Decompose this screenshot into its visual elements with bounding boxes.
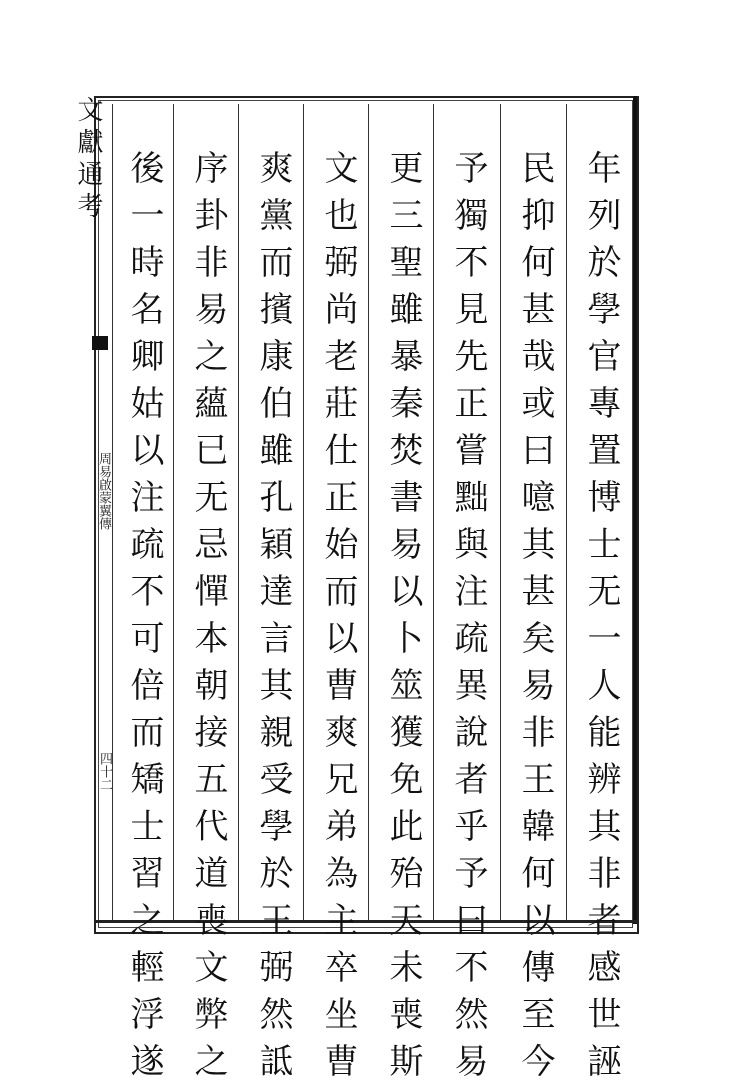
- text-column-8: 後一時名卿姑以注疏不可倍而矯士習之輕浮遂: [124, 150, 164, 1090]
- column-separator: [433, 104, 434, 920]
- column-separator: [303, 104, 304, 920]
- fishtail-mark: [92, 336, 108, 350]
- column-separator: [368, 104, 369, 920]
- text-column-3: 予獨不見先正嘗黜與注疏異說者乎予曰不然易: [448, 150, 488, 1090]
- column-separator: [566, 104, 567, 920]
- text-column-7: 序卦非易之蘊已无忌憚本朝接五代道喪文弊之: [188, 150, 228, 1090]
- right-border: [633, 96, 637, 924]
- text-column-1: 年列於學官專置博士无一人能辨其非者感世誣: [581, 150, 621, 1090]
- column-separator: [112, 104, 113, 920]
- fold-subtitle: 周易啟蒙翼傳: [96, 452, 111, 530]
- fold-title: 文獻通考: [73, 96, 103, 224]
- text-column-6: 爽黨而擯康伯雖孔穎達言其親受學於王弼然詆: [253, 150, 293, 1090]
- column-separator: [173, 104, 174, 920]
- column-separator: [500, 104, 501, 920]
- fold-page-number: 四十二: [97, 752, 112, 791]
- text-column-2: 民抑何甚哉或曰噫其甚矣易非王韓何以傳至今: [515, 150, 555, 1090]
- text-column-4: 更三聖雖暴秦焚書易以卜筮獲免此殆天未喪斯: [383, 150, 423, 1090]
- column-separator: [238, 104, 239, 920]
- text-column-5: 文也弼尚老莊仕正始而以曹爽兄弟為主卒坐曹: [318, 150, 358, 1090]
